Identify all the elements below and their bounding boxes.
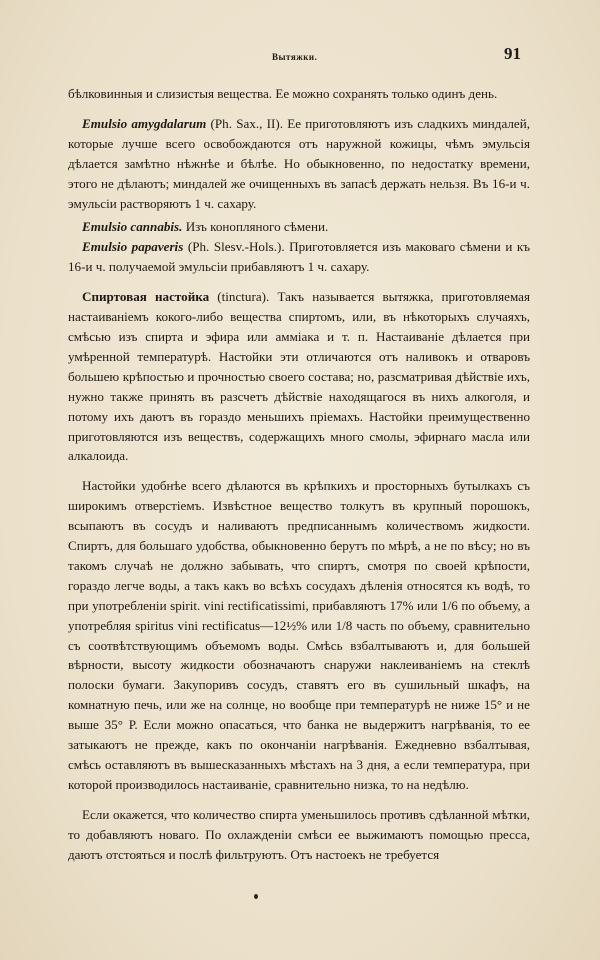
text-emulsio-papaveris: (Ph. Slesv.-Hols.). Приготовляется изъ маковаго сѣмени и къ 16-и ч. получаемой эмульсіи прибавляютъ 1 ч. сахару. bbox=[68, 239, 530, 275]
paragraph-emulsio-papaveris bbox=[68, 237, 530, 277]
paragraph-emulsio-amygdalarum bbox=[68, 114, 530, 214]
ink-mark bbox=[254, 894, 258, 899]
paragraph-tinctura bbox=[68, 287, 530, 466]
term-emulsio-papaveris: Emulsio papaveris bbox=[82, 239, 184, 255]
heading-tinctura: Спиртовая настойка bbox=[82, 289, 210, 305]
paragraph-emulsio-cannabis bbox=[68, 217, 530, 237]
term-emulsio-amygdalarum: Emulsio amygdalarum bbox=[82, 115, 207, 131]
text-emulsio-cannabis: Изъ конопляного сѣмени. bbox=[182, 219, 329, 235]
paragraph-continuation: бѣлковинныя и слизистыя вещества. Ее можно сохранять только одинъ день. bbox=[68, 86, 498, 101]
text-emulsio-amygdalarum: (Ph. Sax., II). Ее приготовляютъ изъ сладкихъ миндалей, которые лучше всего освобождаются отъ наружной кожицы, чѣмъ эмульсія дѣлается замѣтно нѣжнѣе и бѣлѣе. Но обыкновенно, по недостатку времени, этого не дѣлаютъ; миндалей же очищенныхъ въ запасѣ держать нельзя. Въ 16-и ч. эмульсіи растворяютъ 1 ч. сахару. bbox=[68, 115, 530, 211]
page-number: 91 bbox=[504, 44, 521, 63]
text-tinctura: (tinctura). Такъ называется вытяжка, приготовляемая настаиваніемъ кокого-либо вещества спиртомъ, или, въ нѣкоторыхъ случаяхъ, смѣсью изъ спирта и эфира или амміака и т. п. Настаиваніе дѣлается при умѣренной температурѣ. Настойки эти отличаются отъ наливокъ и отваровъ большею крѣпостью и прочностью своего состава; но, разсматривая дѣйствіе ихъ, нужно также принять въ разсчетъ дѣйствіе находящагося въ нихъ алкоголя, и потому ихъ даютъ въ гораздо меньшихъ пріемахъ. Настойки преимущественно приготовляются изъ веществъ, содержащихъ много смолы, эфирнаго масла или алкалоида. bbox=[68, 289, 530, 464]
term-emulsio-cannabis: Emulsio cannabis. bbox=[82, 219, 183, 235]
paragraph-preparation: Настойки удобнѣе всего дѣлаются въ крѣпкихъ и просторныхъ бутылкахъ съ широкимъ отверстіемъ. Извѣстное вещество толкутъ въ крупный порошокъ, всыпаютъ въ сосудъ и наливаютъ предписаннымъ количествомъ жидкости. Спиртъ, для большаго удобства, обыкновенно берутъ по мѣрѣ, а не по вѣсу; но въ такомъ случаѣ не должно забывать, что спиртъ, смотря по своей крѣпости, гораздо легче воды, а такъ какъ во всѣхъ сосудахъ дѣленія относятся къ водѣ, то при употребленіи spirit. vini rectificatissimi, прибавляютъ 17% или 1/6 по объему, а употребляя spiritus vini rectificatus—12½% или 1/8 часть по объему, сравнительно съ соотвѣтствующимъ объемомъ воды. Смѣсь взбалтываютъ и, для большей вѣрности, высоту жидкости обозначаютъ снаружи наклеиваніемъ на стеклѣ полоски бумаги. Закупоривъ сосудъ, ставятъ его въ сушильный шкафъ, на комнатную печь, или же на солнце, но вообще при температурѣ не ниже 15° и не выше 35° Р. Если можно опасаться, что банка не выдержитъ нагрѣванія, то ее затыкаютъ не прежде, какъ по окончаніи нагрѣванія. Ежедневно взбалтывая, смѣсь оставляютъ въ вышесказанныхъ мѣстахъ на 3 дня, а если температура, при которой производилось настаиваніе, сравнительно низка, то на недѣлю. bbox=[68, 478, 530, 792]
running-title: Вытяжки. bbox=[272, 52, 318, 62]
body-text bbox=[68, 84, 530, 865]
paragraph-filtering: Если окажется, что количество спирта уменьшилось противъ сдѣланной мѣтки, то добавляютъ новаго. По охлажденіи смѣси ее выжимаютъ помощью пресса, даютъ отстояться и послѣ фильтруютъ. Отъ настоекъ не требуется bbox=[68, 806, 530, 862]
